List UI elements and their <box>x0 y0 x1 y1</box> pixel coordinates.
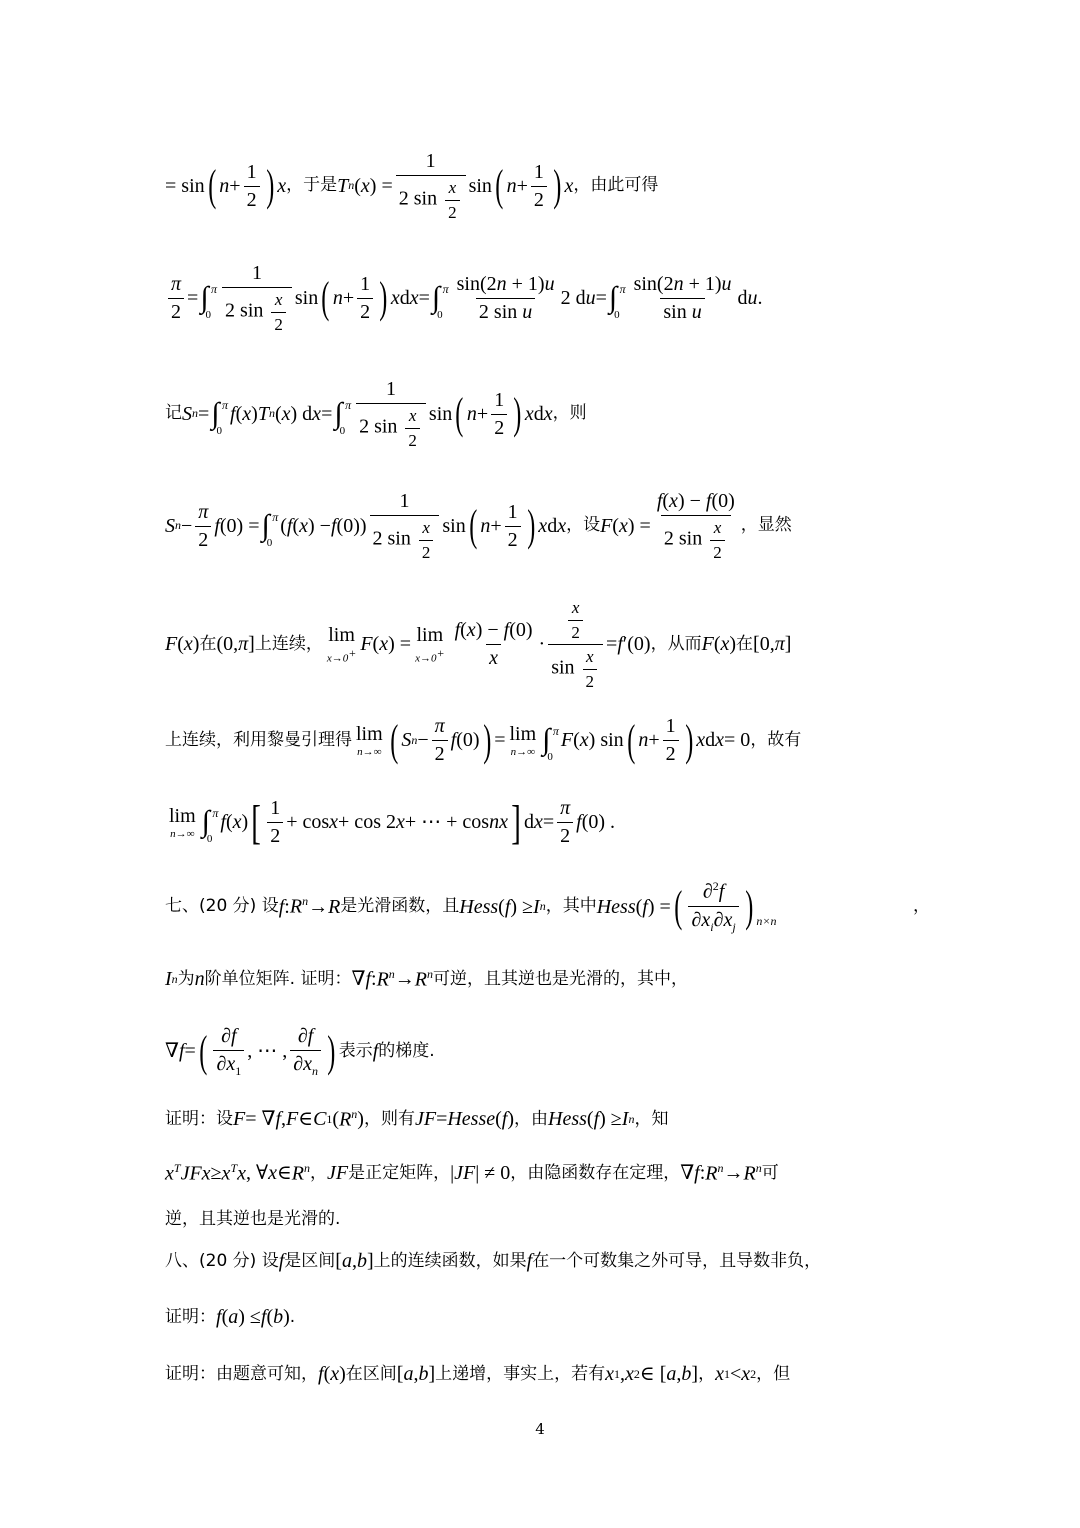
problem-8-line-2: 证明： f ( a ) ≤ f ( b ) . <box>165 1306 296 1328</box>
text: 可 <box>761 1163 779 1184</box>
text: 阶单位矩阵. 证明： <box>204 969 352 990</box>
text: 是区间 <box>284 1250 336 1271</box>
formula-line-4: S n − $\frac{\pi}{2}$ f (0) = ∫ 0 π ( f ( x ) − f (0)) 1 2 sin $\frac{x}{2}$ sin ( n + $\frac{1}{2}$ ) x d x ，设 F ( x ) = f(x) − f(0) 2 sin $\frac{x}{2}$ ，显然 <box>165 490 792 562</box>
text: ，但 <box>756 1363 791 1384</box>
formula-line-6: 上连续，利用黎曼引理得 lim n→∞ ( S n − $\frac{\pi}{2}$ f (0) ) = lim n→∞ ∫ 0 π F ( x ) sin ( n + $\frac{1}{2}$ ) x d x = 0 ，故有 <box>165 715 802 765</box>
formula-line-5: F ( x ) 在 (0, π ] 上连续， lim x→0+ F ( x ) = lim x→0+ $\frac{f(x) - f(0)}{x}$ · $\frac{x}{2}$ sin $\frac{x}{2}$ = f ′(0) ，从而 F ( x ) 在 [0, π ] <box>165 598 792 691</box>
proof-8-line-1: 证明：由题意可知， f ( x ) 在区间 [ a , b ] 上递增，事实上，若有 x 1 , x 2 ∈ [ a , b ] ， x 1 < x 2 ，但 <box>165 1363 791 1385</box>
text: ，显然 <box>740 515 792 536</box>
text: 的梯度. <box>378 1041 435 1062</box>
text: 表示 <box>338 1041 373 1062</box>
formula-line-1: = sin ( n + $\frac{1}{2}$ ) x ，于是 T n ( x ) = 1 2 sin $\frac{x}{2}$ sin ( n + $\frac{1}{2}$ ) x ，由此可得 <box>165 150 659 222</box>
text: 证明： <box>165 1306 216 1327</box>
text: . <box>289 1306 296 1327</box>
text: 上连续，利用黎曼引理得 <box>165 729 352 750</box>
text: ，由隐函数存在定理， <box>510 1163 681 1184</box>
text: 证明：设 <box>165 1109 233 1130</box>
text: 可逆，且其逆也是光滑的，其中， <box>433 969 689 990</box>
text: 上递增，事实上，若有 <box>435 1363 606 1384</box>
formula-line-7: lim n→∞ ∫ 0 π f ( x ) [ $\frac{1}{2}$ + cos x + cos 2 x + ⋯ + cos nx ] d x = $\frac{\pi}{2}$ f (0) . <box>169 795 616 849</box>
text: 在 <box>199 633 217 654</box>
text: ，设 <box>566 515 601 536</box>
text: 上连续， <box>254 633 323 654</box>
text: 在一个可数集之外可导，且导数非负， <box>532 1250 822 1271</box>
text: ， <box>310 1163 328 1184</box>
proof-7-line-2: $x^TJFx$ ≥ $x^Tx$ , ∀ x ∈ $R^n$ ， JF 是正定矩阵， | JF | ≠ 0 ，由隐函数存在定理， ∇ f : $R^n$ → $R^n$ 可 <box>165 1161 779 1185</box>
text: ，于是 <box>286 175 338 196</box>
text: 记 <box>165 403 182 424</box>
page-number: 4 <box>535 1420 545 1438</box>
formula-line-3: 记 S n = ∫ 0 π f ( x ) T n ( x ) d x = ∫ 0 π 1 2 sin $\frac{x}{2}$ sin ( n + $\frac{1}{2}$ ) x d x ，则 <box>165 378 587 450</box>
formula-line-2: $\frac{\pi}{2}$ = ∫ 0 π 1 2 sin $\frac{x}{2}$ sin ( n + $\frac{1}{2}$ ) x d x = ∫ 0 π $\frac{\sin(2n + 1)u}{\text{2 sin u}}$ 2 d u = ∫ 0 π $\frac{\sin(2n + 1)u}{\text{sin u}}$ d u . <box>165 262 930 334</box>
problem-7-line-1: 七、(20 分) 设 f : $R^n$ → R 是光滑函数，且 Hess ( f ) ≥ I n ，其中 Hess ( f ) = ( $\frac{\partial^2f}{\partial x_i\partial x_j}$ ) $_{n\times n}$ ， <box>165 879 930 934</box>
problem-7-line-3: ∇ f = ( $\frac{\partial f}{\partial x_1}$ , ⋯ , $\frac{\partial f}{\partial x_n}$ ) 表示 f 的梯度. <box>165 1025 435 1078</box>
text: 在 <box>736 633 754 654</box>
text: 证明：由题意可知， <box>165 1363 318 1384</box>
problem-8-line-1: 八、(20 分) 设 f 是区间 [ a , b ] 上的连续函数，如果 f 在一个可数集之外可导，且导数非负， <box>165 1250 822 1272</box>
text: 为 <box>177 969 195 990</box>
problem-7-line-2: I n 为 n 阶单位矩阵. 证明： ∇ f : $R^n$ → $R^n$ 可逆，且其逆也是光滑的，其中， <box>165 967 689 991</box>
text: ，故有 <box>750 729 802 750</box>
text: ，其中 <box>545 896 597 917</box>
text: 八、(20 分) 设 <box>165 1250 279 1271</box>
text: ， <box>698 1363 716 1384</box>
text: ，由此可得 <box>573 175 659 196</box>
text: ，则 <box>552 403 587 424</box>
text: 在区间 <box>345 1363 397 1384</box>
text: ，由 <box>514 1109 549 1130</box>
text: 七、(20 分) 设 <box>165 896 279 917</box>
text: 是光滑函数，且 <box>340 896 460 917</box>
text: ， <box>913 896 930 917</box>
text: ，从而 <box>650 633 702 654</box>
proof-7-line-3 <box>165 1210 930 1230</box>
text: ，知 <box>634 1109 669 1130</box>
text: ，则有 <box>363 1109 415 1130</box>
text: 逆，且其逆也是光滑的. <box>165 1209 341 1229</box>
text: 是正定矩阵， <box>348 1163 451 1184</box>
proof-7-line-1: 证明：设 F = ∇ f , F ∈ C 1 ( $R^n$ ) ，则有 JF = Hesse ( f ) ，由 Hess ( f ) ≥ I n ，知 <box>165 1107 669 1131</box>
text: 上的连续函数，如果 <box>373 1250 527 1271</box>
